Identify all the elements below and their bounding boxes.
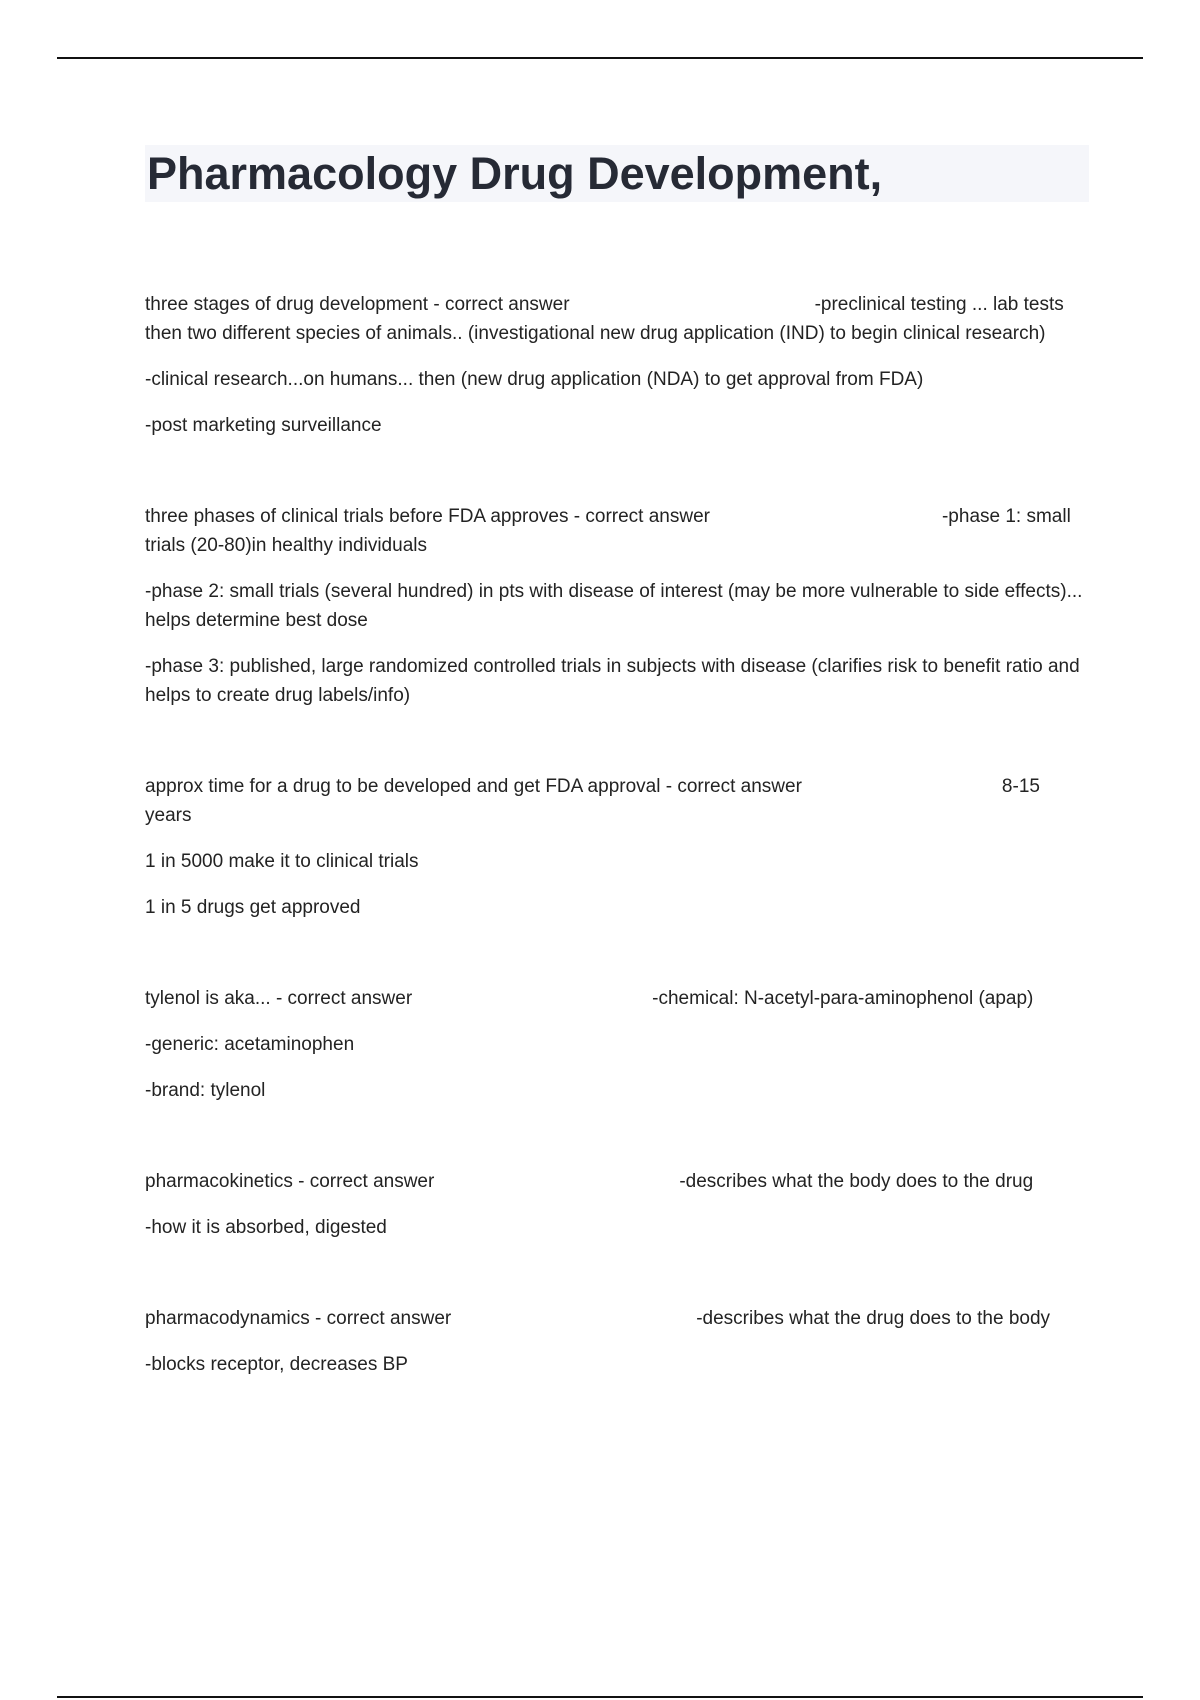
flashcard-entry — [145, 290, 1085, 440]
entry-answer: -describes what the body does to the drug — [679, 1171, 1034, 1192]
entry-question: pharmacokinetics - correct answer — [145, 1171, 435, 1192]
flashcard-entry — [145, 772, 1085, 922]
entry-answer-line: 1 in 5 drugs get approved — [145, 897, 361, 918]
entry-first-line — [145, 1304, 1085, 1333]
flashcard-entry — [145, 1167, 1085, 1242]
flashcard-list — [145, 290, 1085, 1441]
entry-first-line — [145, 984, 1085, 1013]
entry-answer: -describes what the drug does to the body — [696, 1308, 1051, 1329]
entry-first-line — [145, 772, 1085, 830]
entry-question: three stages of drug development - correct answer — [145, 294, 570, 315]
entry-answer-line: -clinical research...on humans... then (new drug application (NDA) to get approval from FDA) — [145, 369, 924, 390]
entry-question: approx time for a drug to be developed and get FDA approval - correct answer — [145, 776, 802, 797]
entry-answer-line: -phase 2: small trials (several hundred) in pts with disease of interest (may be more vulnerable to side effects)... helps determine best dose — [145, 581, 1083, 631]
entry-answer: -chemical: N-acetyl-para-aminophenol (apap) — [652, 988, 1034, 1009]
entry-first-line — [145, 1167, 1085, 1196]
entry-answer-line: -how it is absorbed, digested — [145, 1217, 387, 1238]
entry-answer-line: -post marketing surveillance — [145, 415, 382, 436]
entry-answer-line: -generic: acetaminophen — [145, 1034, 355, 1055]
entry-question: pharmacodynamics - correct answer — [145, 1308, 452, 1329]
entry-question: tylenol is aka... - correct answer — [145, 988, 413, 1009]
entry-first-line — [145, 502, 1085, 560]
entry-answer: 8-15 years — [145, 776, 1040, 826]
entry-answer: -phase 1: small trials (20-80)in healthy individuals — [145, 506, 1071, 556]
entry-answer: -preclinical testing ... lab tests then two different species of animals.. (investigational new drug application (IND) to begin clinical research) — [145, 294, 1064, 344]
flashcard-entry — [145, 1304, 1085, 1379]
entry-answer-line: -phase 3: published, large randomized controlled trials in subjects with disease (clarifies risk to benefit ratio and helps to create drug labels/info) — [145, 656, 1080, 706]
entry-first-line — [145, 290, 1085, 348]
top-rule — [57, 57, 1143, 59]
flashcard-entry — [145, 984, 1085, 1105]
entry-question: three phases of clinical trials before FDA approves - correct answer — [145, 506, 710, 527]
entry-answer-line: -blocks receptor, decreases BP — [145, 1354, 408, 1375]
document-title: Pharmacology Drug Development, — [147, 148, 883, 199]
bottom-rule — [57, 1696, 1143, 1698]
entry-answer-line: -brand: tylenol — [145, 1080, 266, 1101]
flashcard-entry — [145, 502, 1085, 710]
entry-answer-line: 1 in 5000 make it to clinical trials — [145, 851, 419, 872]
